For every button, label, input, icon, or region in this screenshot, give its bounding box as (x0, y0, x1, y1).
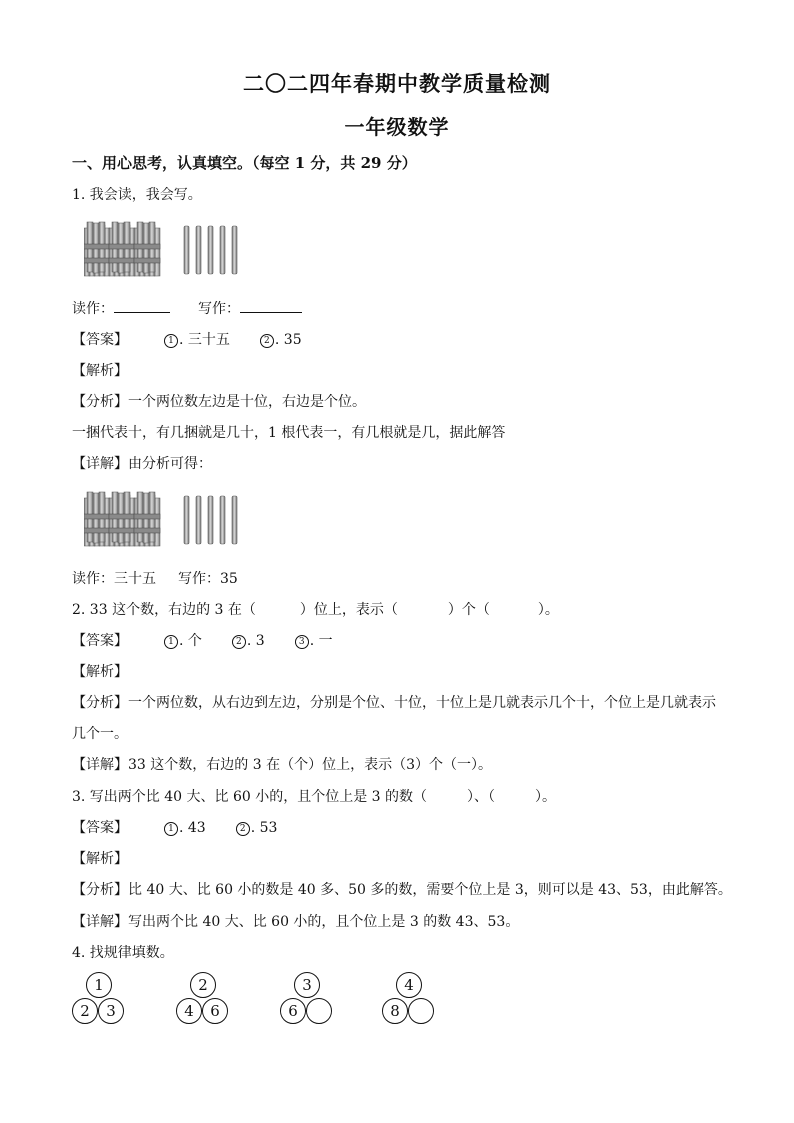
q2-analysis: 【分析】一个两位数，从右边到左边，分别是个位、十位，十位上是几就表示几个十，个位上是几就表示 (72, 695, 716, 711)
single-stick-icon (220, 226, 225, 274)
q1-answer (72, 329, 302, 349)
circled-number: 2 (232, 635, 246, 649)
circle-right-blank[interactable] (306, 998, 332, 1024)
circle-left: 8 (382, 998, 408, 1024)
q3-analysis: 【分析】比 40 大、比 60 小的数是 40 多、50 多的数，需要个位上是 3，则可以是 43、53，由此解答。 (72, 882, 732, 898)
q2-analysis-head: 【解析】 (72, 664, 128, 680)
final-read: 读作：三十五 (72, 571, 156, 587)
stick-bundle-icon (84, 492, 110, 546)
q1-detail: 【详解】由分析可得： (72, 456, 212, 472)
single-stick-icon (208, 226, 213, 274)
q3-analysis-head: 【解析】 (72, 851, 128, 867)
circled-number: 2 (260, 334, 274, 348)
single-stick-icon (196, 226, 201, 274)
stick-bundle-icon (109, 222, 135, 276)
read-label: 读作： (72, 301, 114, 317)
answer-value: . 35 (274, 332, 302, 348)
q2-detail: 【详解】33 这个数，右边的 3 在（个）位上，表示（3）个（一）。 (72, 757, 492, 773)
answer-label: 【答案】 (72, 820, 128, 836)
read-blank[interactable] (114, 298, 170, 313)
answer-value: . 三十五 (179, 332, 230, 348)
single-stick-icon (232, 496, 237, 544)
number-triangle-4 (376, 972, 440, 1028)
section-heading: 一、用心思考，认真填空。（每空 1 分，共 29 分） (72, 154, 417, 172)
q3-prompt: 3. 写出两个比 40 大、比 60 小的，且个位上是 3 的数（ ）、（ ）。 (72, 789, 557, 805)
q3-detail: 【详解】写出两个比 40 大、比 60 小的，且个位上是 3 的数 43、53。 (72, 914, 520, 930)
circle-top: 3 (294, 972, 320, 998)
circled-number: 1 (164, 334, 178, 348)
answer-label: 【答案】 (72, 332, 128, 348)
final-write: 写作：35 (178, 571, 238, 587)
number-triangle-1 (66, 972, 130, 1028)
circle-right-blank[interactable] (408, 998, 434, 1024)
circle-top: 1 (86, 972, 112, 998)
q1-analysis: 【分析】一个两位数左边是十位，右边是个位。 (72, 394, 366, 410)
circle-left: 2 (72, 998, 98, 1024)
q1-blanks (72, 298, 302, 318)
q1-analysis-line2: 一捆代表十，有几捆就是几十，1 根代表一，有几根就是几，据此解答 (72, 425, 506, 441)
q2-answer: 【答案】 1 . 个 2 . 3 3 . 一 (72, 633, 333, 649)
circled-number: 3 (295, 635, 309, 649)
write-label: 写作： (198, 301, 240, 317)
page-title: 二〇二四年春期中教学质量检测 (243, 71, 551, 96)
q2-analysis-line2: 几个一。 (72, 726, 128, 742)
circled-number: 2 (236, 822, 250, 836)
single-stick-icon (184, 496, 189, 544)
page-subtitle: 一年级数学 (344, 115, 450, 139)
answer-label: 【答案】 (72, 633, 128, 649)
number-triangle-3 (274, 972, 338, 1028)
single-stick-icon (232, 226, 237, 274)
q1-sticks-image-2 (84, 490, 254, 548)
write-blank[interactable] (240, 298, 302, 313)
circle-left: 6 (280, 998, 306, 1024)
circle-right: 3 (98, 998, 124, 1024)
circled-number: 1 (164, 635, 178, 649)
q3-answer: 【答案】 1 . 43 2 . 53 (72, 820, 278, 836)
single-stick-icon (196, 496, 201, 544)
circle-left: 4 (176, 998, 202, 1024)
stick-bundle-icon (134, 222, 160, 276)
stick-bundle-icon (84, 222, 110, 276)
single-stick-icon (184, 226, 189, 274)
q1-prompt: 1. 我会读，我会写。 (72, 187, 202, 203)
q4-prompt: 4. 找规律填数。 (72, 945, 174, 961)
single-stick-icon (208, 496, 213, 544)
circle-top: 4 (396, 972, 422, 998)
q1-sticks-image (84, 220, 254, 278)
circle-right: 6 (202, 998, 228, 1024)
q2-prompt: 2. 33 这个数，右边的 3 在（ ）位上，表示（ ）个（ ）。 (72, 602, 559, 618)
stick-bundle-icon (109, 492, 135, 546)
single-stick-icon (220, 496, 225, 544)
circled-number: 1 (164, 822, 178, 836)
stick-bundle-icon (134, 492, 160, 546)
q1-final (72, 568, 238, 588)
circle-top: 2 (190, 972, 216, 998)
q1-analysis-head: 【解析】 (72, 363, 128, 379)
number-triangle-2 (170, 972, 234, 1028)
